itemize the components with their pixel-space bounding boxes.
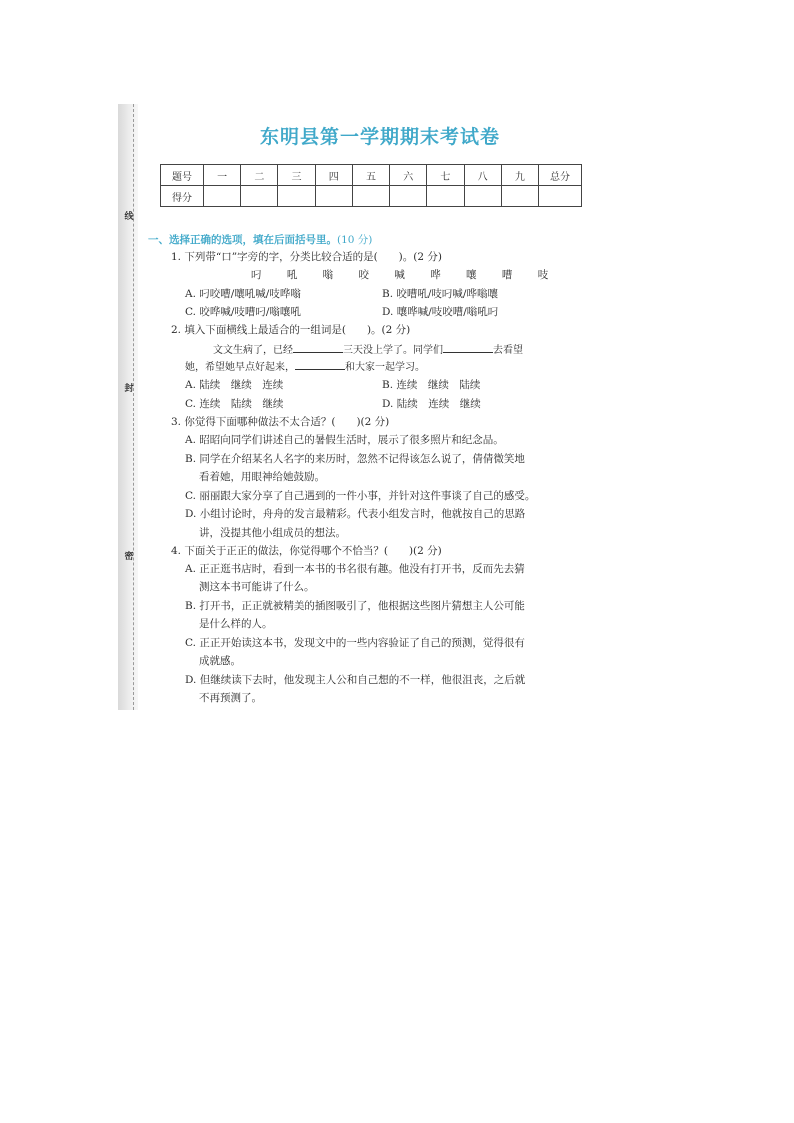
cell-header-6: 六 bbox=[390, 165, 427, 186]
q1-option-b[interactable]: B. 咬嘈吼/吱叼喊/哗嗡嚷 bbox=[382, 288, 498, 300]
cell-score[interactable] bbox=[501, 186, 538, 207]
q2-passage-line1 bbox=[213, 342, 523, 358]
q2-passage-text: 和大家一起学习。 bbox=[345, 362, 425, 373]
q2-passage-line2 bbox=[185, 359, 425, 375]
q3-option-d-cont: 讲，没提其他小组成员的想法。 bbox=[199, 527, 346, 539]
q2-passage-text: 她，希望她早点好起来， bbox=[185, 362, 295, 373]
q4-option-c-cont: 成就感。 bbox=[199, 655, 241, 667]
q1-option-c[interactable]: C. 咬哗喊/吱嘈叼/嗡嚷吼 bbox=[185, 306, 301, 318]
cell-score-label: 得分 bbox=[161, 186, 204, 207]
cell-header-7: 七 bbox=[427, 165, 464, 186]
q1-stem: 1. 下列带“口”字旁的字，分类比较合适的是( )。(2 分) bbox=[171, 251, 442, 263]
q4-option-b-cont: 是什么样的人。 bbox=[199, 618, 273, 630]
cell-header-label: 题号 bbox=[161, 165, 204, 186]
binding-margin bbox=[118, 104, 138, 710]
q4-option-c[interactable]: C. 正正开始读这本书，发现文中的一些内容验证了自己的预测，觉得很有 bbox=[185, 637, 525, 649]
cell-score-total[interactable] bbox=[539, 186, 582, 207]
cell-score[interactable] bbox=[204, 186, 241, 207]
q3-option-b[interactable]: B. 同学在介绍某名人名字的来历时，忽然不记得该怎么说了，倩倩微笑地 bbox=[185, 453, 525, 465]
cell-header-total: 总分 bbox=[539, 165, 582, 186]
q1-chars: 叼 吼 嗡 咬 喊 哗 嚷 嘈 吱 bbox=[251, 269, 560, 281]
cell-header-2: 二 bbox=[241, 165, 278, 186]
cell-header-1: 一 bbox=[204, 165, 241, 186]
q3-option-c[interactable]: C. 丽丽跟大家分享了自己遇到的一件小事，并针对这件事谈了自己的感受。 bbox=[185, 490, 536, 502]
q2-option-b[interactable]: B. 连续 继续 陆续 bbox=[382, 379, 481, 391]
score-table bbox=[160, 164, 582, 207]
binding-cut-line bbox=[133, 104, 134, 710]
section-1-text: 一、选择正确的选项，填在后面括号里。 bbox=[148, 234, 337, 246]
q4-stem: 4. 下面关于正正的做法，你觉得哪个不恰当？( )(2 分) bbox=[171, 545, 442, 557]
q3-option-b-cont: 看着她，用眼神给她鼓励。 bbox=[199, 471, 325, 483]
cell-score[interactable] bbox=[352, 186, 389, 207]
cell-score[interactable] bbox=[278, 186, 315, 207]
cell-header-8: 八 bbox=[464, 165, 501, 186]
cell-score[interactable] bbox=[464, 186, 501, 207]
q2-blank-3[interactable] bbox=[295, 359, 345, 370]
exam-title: 东明县第一学期期末考试卷 bbox=[259, 126, 500, 148]
q2-option-a[interactable]: A. 陆续 继续 连续 bbox=[185, 379, 284, 391]
q2-blank-1[interactable] bbox=[293, 342, 343, 353]
q2-stem: 2. 填入下面横线上最适合的一组词是( )。(2 分) bbox=[171, 324, 411, 336]
cell-header-5: 五 bbox=[352, 165, 389, 186]
q2-passage-text: 三天没上学了。同学们 bbox=[343, 345, 443, 356]
cell-header-4: 四 bbox=[315, 165, 352, 186]
side-label-xian: 线 bbox=[124, 212, 134, 222]
q3-option-a[interactable]: A. 昭昭向同学们讲述自己的暑假生活时，展示了很多照片和纪念品。 bbox=[185, 434, 504, 446]
score-table-score-row bbox=[161, 186, 582, 207]
q3-option-d[interactable]: D. 小组讨论时，舟舟的发言最精彩。代表小组发言时，他就按自己的思路 bbox=[185, 508, 526, 520]
q2-passage-text: 文文生病了，已经 bbox=[213, 345, 293, 356]
side-label-feng: 封 bbox=[124, 384, 134, 394]
side-label-mi: 密 bbox=[124, 552, 134, 562]
score-table-header-row bbox=[161, 165, 582, 186]
q3-stem: 3. 你觉得下面哪种做法不太合适？( )(2 分) bbox=[171, 416, 390, 428]
cell-score[interactable] bbox=[241, 186, 278, 207]
q2-option-c[interactable]: C. 连续 陆续 继续 bbox=[185, 398, 284, 410]
cell-header-9: 九 bbox=[501, 165, 538, 186]
cell-header-3: 三 bbox=[278, 165, 315, 186]
q2-option-d[interactable]: D. 陆续 连续 继续 bbox=[382, 398, 481, 410]
q4-option-a-cont: 测这本书可能讲了什么。 bbox=[199, 581, 315, 593]
q2-passage-text: 去看望 bbox=[493, 345, 523, 356]
q2-blank-2[interactable] bbox=[443, 342, 493, 353]
section-1-points: (10 分) bbox=[337, 234, 373, 246]
section-1-heading bbox=[148, 232, 372, 247]
q4-option-a[interactable]: A. 正正逛书店时，看到一本书的书名很有趣。他没有打开书，反而先去猜 bbox=[185, 563, 525, 575]
cell-score[interactable] bbox=[390, 186, 427, 207]
q4-option-d-cont: 不再预测了。 bbox=[199, 692, 262, 704]
q4-option-d[interactable]: D. 但继续读下去时，他发现主人公和自己想的不一样，他很沮丧，之后就 bbox=[185, 674, 526, 686]
q4-option-b[interactable]: B. 打开书，正正就被精美的插图吸引了，他根据这些图片猜想主人公可能 bbox=[185, 600, 525, 612]
q1-option-d[interactable]: D. 嚷哗喊/吱咬嘈/嗡吼叼 bbox=[382, 306, 499, 318]
q1-option-a[interactable]: A. 叼咬嘈/嚷吼喊/吱哗嗡 bbox=[185, 288, 301, 300]
cell-score[interactable] bbox=[315, 186, 352, 207]
cell-score[interactable] bbox=[427, 186, 464, 207]
